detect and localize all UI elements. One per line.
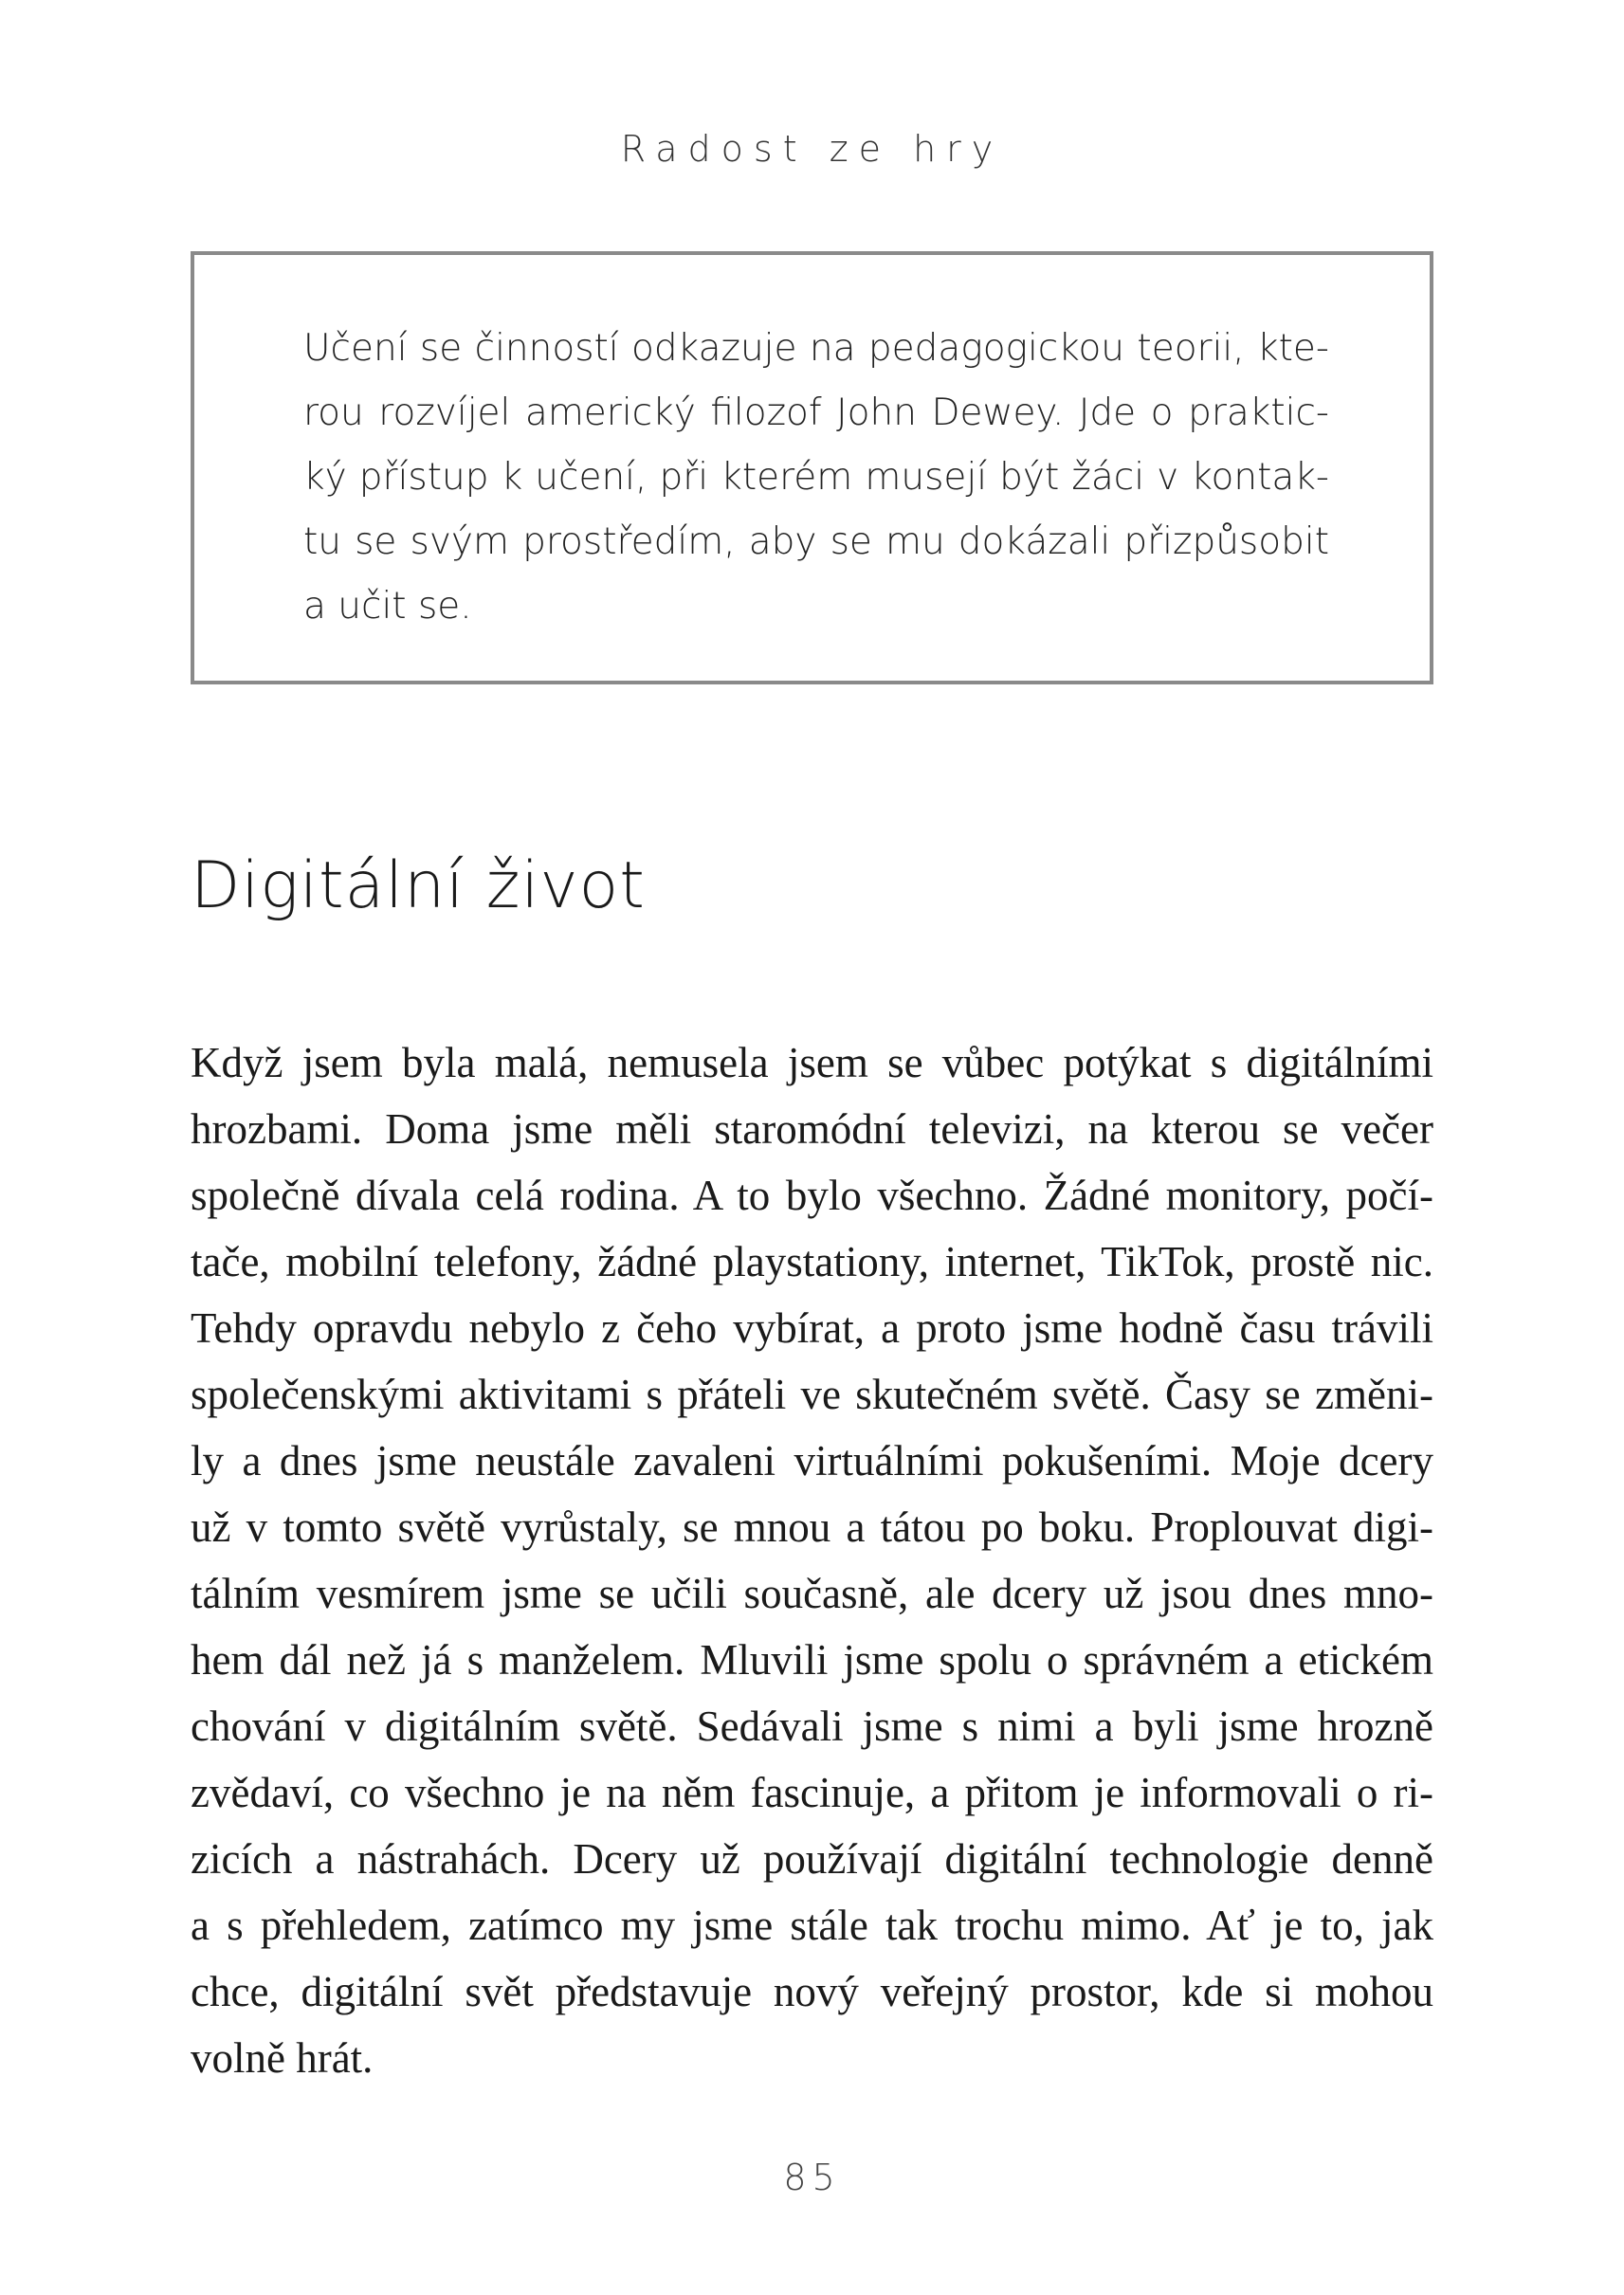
- running-head: Radost ze hry: [620, 128, 1004, 170]
- body-line: společenskými aktivitami s přáteli ve skutečném světě. Časy se změni-: [191, 1371, 1433, 1418]
- body-line: společně dívala celá rodina. A to bylo všechno. Žádné monitory, počí-: [191, 1172, 1433, 1219]
- body-line: už v tomto světě vyrůstaly, se mnou a tátou po boku. Proplouvat digi-: [191, 1503, 1433, 1551]
- callout-line: a učit se.: [303, 585, 472, 628]
- callout-line: tu se svým prostředím, aby se mu dokázali přizpůsobit: [303, 520, 1329, 563]
- body-line: zicích a nástrahách. Dcery už používají digitální technologie denně: [191, 1835, 1433, 1883]
- body-line: zvědaví, co všechno je na něm fascinuje, a přitom je informovali o ri-: [191, 1769, 1433, 1816]
- body-line: a s přehledem, zatímco my jsme stále tak trochu mimo. Ať je to, jak: [191, 1902, 1433, 1949]
- body-line: chce, digitální svět představuje nový veřejný prostor, kde si mohou: [191, 1968, 1433, 2015]
- body-line: chování v digitálním světě. Sedávali jsme s nimi a byli jsme hrozně: [191, 1703, 1433, 1750]
- callout-line: ký přístup k učení, při kterém musejí být žáci v kontak-: [303, 456, 1329, 499]
- body-line: tače, mobilní telefony, žádné playstationy, internet, TikTok, prostě nic.: [191, 1238, 1433, 1285]
- body-line: Tehdy opravdu nebylo z čeho vybírat, a proto jsme hodně času trávili: [191, 1304, 1433, 1352]
- callout-line: rou rozvíjel americký filozof John Dewey. Jde o praktic-: [303, 392, 1329, 434]
- body-line: tálním vesmírem jsme se učili současně, ale dcery už jsou dnes mno-: [191, 1570, 1433, 1617]
- callout-line: Učení se činností odkazuje na pedagogickou teorii, kte-: [303, 327, 1329, 370]
- section-heading: Digitální život: [191, 848, 646, 923]
- body-line: Když jsem byla malá, nemusela jsem se vůbec potýkat s digitálními: [191, 1039, 1433, 1086]
- page-number: 85: [783, 2157, 841, 2198]
- body-line: hem dál než já s manželem. Mluvili jsme spolu o správném a etickém: [191, 1636, 1433, 1684]
- body-line: ly a dnes jsme neustále zavaleni virtuálními pokušeními. Moje dcery: [191, 1437, 1433, 1484]
- body-line: hrozbami. Doma jsme měli staromódní televizi, na kterou se večer: [191, 1105, 1433, 1153]
- body-line: volně hrát.: [191, 2034, 374, 2082]
